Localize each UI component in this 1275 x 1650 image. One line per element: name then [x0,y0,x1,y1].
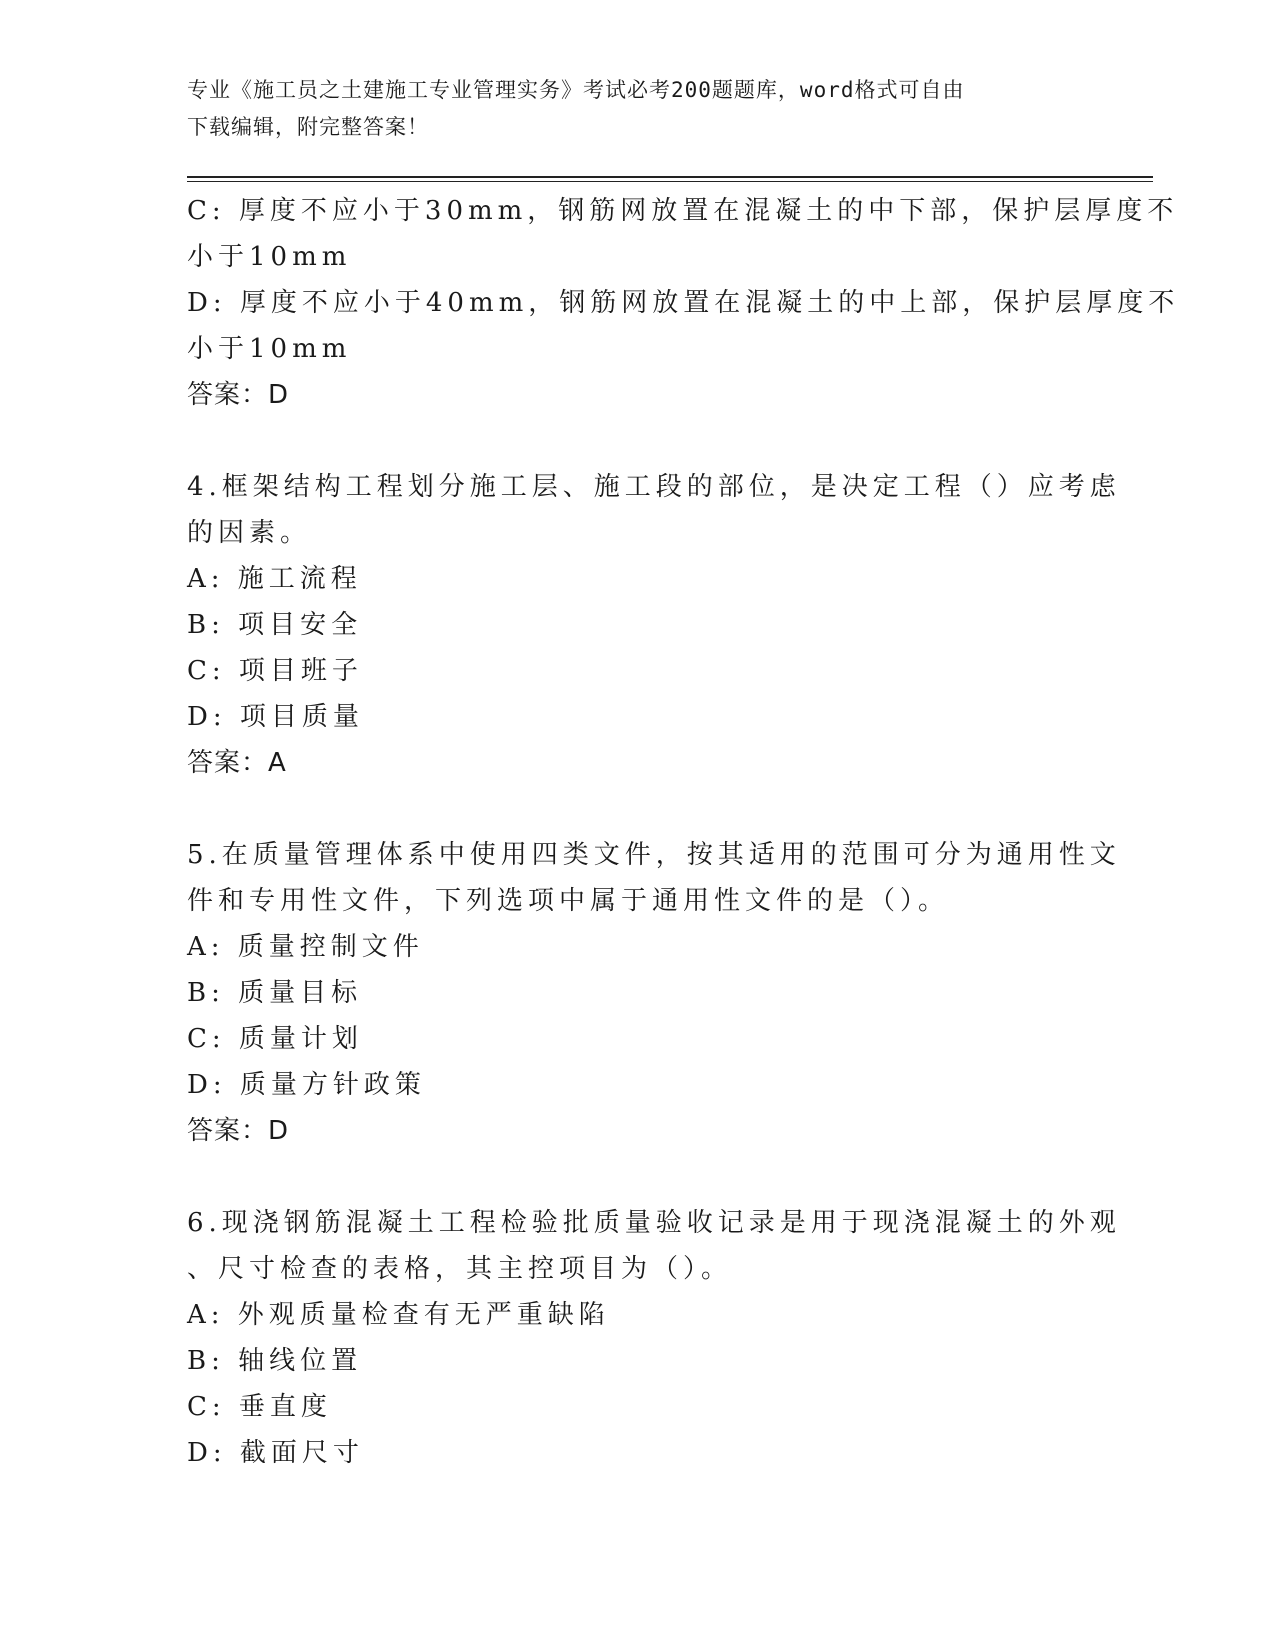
q4-option-b: B: 项目安全 [187,610,363,640]
q4-option-a: A: 施工流程 [187,564,362,594]
question-3-continued [187,188,1180,418]
spacer [187,1154,1087,1200]
q5-option-a: A: 质量控制文件 [187,932,424,962]
question-content [187,188,1180,1476]
document-header [187,72,1087,146]
q6-option-c: C: 垂直度 [187,1392,332,1422]
q4-stem-line-1: 4.框架结构工程划分施工层、施工段的部位，是决定工程（）应考虑 [187,472,1121,502]
q6-option-a: A: 外观质量检查有无严重缺陷 [187,1300,610,1330]
q3-option-c-line-2: 小于10mm [187,242,352,272]
q4-option-c: C: 项目班子 [187,656,363,686]
question-6 [187,1200,1121,1476]
header-divider-thick [187,176,1153,178]
question-5 [187,832,1121,1154]
spacer [187,418,1087,464]
q5-option-b: B: 质量目标 [187,978,363,1008]
q6-option-b: B: 轴线位置 [187,1346,363,1376]
q3-option-c-line-1: C: 厚度不应小于30mm，钢筋网放置在混凝土的中下部，保护层厚度不 [187,196,1179,226]
q4-answer: 答案：A [187,748,287,778]
header-title-line-2: 下载编辑，附完整答案！ [187,115,429,139]
q4-stem-line-2: 的因素。 [187,518,312,548]
q5-answer: 答案：D [187,1116,290,1146]
q5-option-c: C: 质量计划 [187,1024,363,1054]
spacer [187,786,1087,832]
q6-option-d: D: 截面尺寸 [187,1438,364,1468]
q3-option-d-line-2: 小于10mm [187,334,352,364]
q4-option-d: D: 项目质量 [187,702,364,732]
q5-option-d: D: 质量方针政策 [187,1070,426,1100]
header-divider-thin [187,181,1153,182]
q3-option-d-line-1: D: 厚度不应小于40mm，钢筋网放置在混凝土的中上部，保护层厚度不 [187,288,1180,318]
q6-stem-line-2: 、尺寸检查的表格，其主控项目为（）。 [187,1254,733,1284]
header-title-line-1: 专业《施工员之土建施工专业管理实务》考试必考200题题库，word格式可自由 [187,78,965,102]
question-4 [187,464,1121,786]
q6-stem-line-1: 6.现浇钢筋混凝土工程检验批质量验收记录是用于现浇混凝土的外观 [187,1208,1121,1238]
q5-stem-line-1: 5.在质量管理体系中使用四类文件，按其适用的范围可分为通用性文 [187,840,1121,870]
q5-stem-line-2: 件和专用性文件，下列选项中属于通用性文件的是（）。 [187,886,950,916]
q3-answer: 答案：D [187,380,290,410]
